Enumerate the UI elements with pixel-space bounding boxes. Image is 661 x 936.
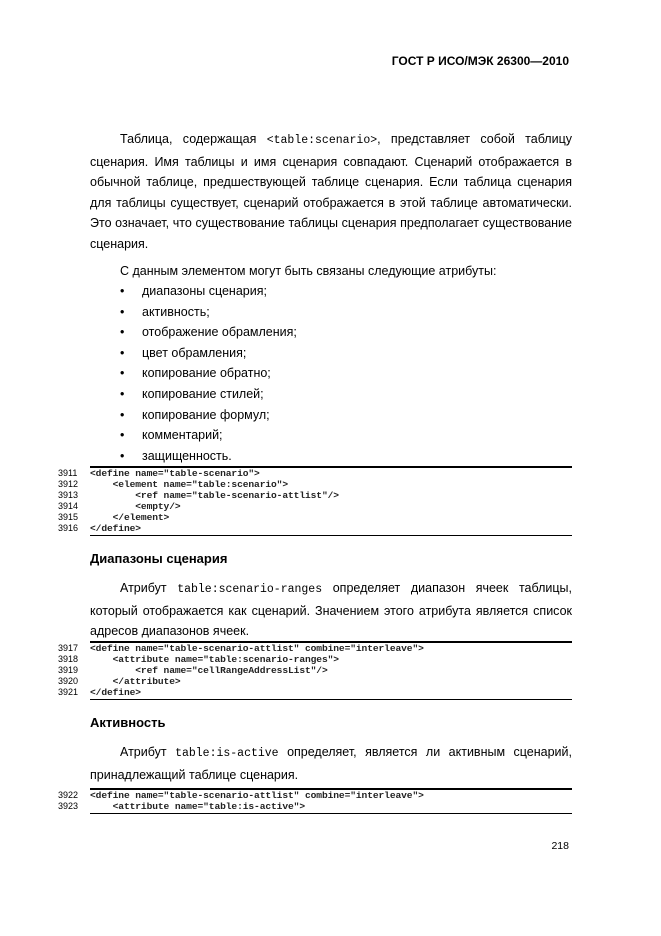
page-number: 218 <box>551 840 569 852</box>
list-item: • активность; <box>90 302 297 323</box>
active-paragraph: Атрибут table:is-active определяет, является ли активным сценарий, принадлежащий таблице сценария. <box>90 745 572 782</box>
section-heading-active: Активность <box>90 715 166 730</box>
bullet-icon: • <box>120 386 125 401</box>
code-line: 3919 <ref name="cellRangeAddressList"/> <box>58 665 328 676</box>
code-line: 3918 <attribute name="table:scenario-ranges"> <box>58 654 339 665</box>
code-line: 3914 <empty/> <box>58 501 181 512</box>
code-line: 3922 <define name="table-scenario-attlist" combine="interleave"> <box>58 790 424 801</box>
code-line: 3911 <define name="table-scenario"> <box>58 468 260 479</box>
bullet-icon: • <box>120 428 125 443</box>
intro-text-post: , представляет собой таблицу сценария. Имя таблицы и имя сценария совпадают. Сценарий отображается в обычной таблице, предшествующей таблице сценария. Если таблица сценария для таблицы существует, сценарий отображается в этой таблице автоматически. Это означает, что существование таблицы сценария предполагает существование сценария. <box>90 132 572 251</box>
list-item: • отображение обрамления; <box>90 322 297 343</box>
code-rule-bottom <box>90 813 572 814</box>
attribute-list <box>90 281 297 466</box>
attributes-intro-text: С данным элементом могут быть связаны следующие атрибуты: <box>120 264 497 278</box>
code-listing-1 <box>58 466 572 536</box>
code-listing-3 <box>58 788 572 814</box>
bullet-icon: • <box>120 407 125 422</box>
code-rule-bottom <box>90 535 572 536</box>
list-item: • копирование обратно; <box>90 363 297 384</box>
list-item: • диапазоны сценария; <box>90 281 297 302</box>
bullet-icon: • <box>120 366 125 381</box>
code-rule-bottom <box>90 699 572 700</box>
code-line: 3920 </attribute> <box>58 676 181 687</box>
active-code: table:is-active <box>175 747 279 760</box>
attributes-intro <box>90 261 572 282</box>
section-heading-ranges: Диапазоны сценария <box>90 551 228 566</box>
bullet-icon: • <box>120 345 125 360</box>
code-line: 3915 </element> <box>58 512 170 523</box>
code-listing-2 <box>58 641 572 700</box>
bullet-icon: • <box>120 304 125 319</box>
bullet-icon: • <box>120 325 125 340</box>
code-line: 3917 <define name="table-scenario-attlist" combine="interleave"> <box>58 643 424 654</box>
bullet-icon: • <box>120 448 125 463</box>
code-line: 3912 <element name="table:scenario"> <box>58 479 289 490</box>
ranges-code: table:scenario-ranges <box>177 583 323 596</box>
code-line: 3921 </define> <box>58 687 141 698</box>
intro-text-pre: Таблица, содержащая <box>120 132 267 146</box>
code-line: 3923 <attribute name="table:is-active"> <box>58 801 305 812</box>
list-item: • комментарий; <box>90 425 297 446</box>
list-item: • копирование формул; <box>90 405 297 426</box>
bullet-icon: • <box>120 284 125 298</box>
list-item: • копирование стилей; <box>90 384 297 405</box>
list-item: • цвет обрамления; <box>90 343 297 364</box>
code-line: 3916 </define> <box>58 523 141 534</box>
ranges-paragraph: Атрибут table:scenario-ranges определяет диапазон ячеек таблицы, который отображается как сценарий. Значением этого атрибута является список адресов диапазонов ячеек. <box>90 581 572 639</box>
list-item: • защищенность. <box>90 446 297 467</box>
document-header: ГОСТ Р ИСО/МЭК 26300—2010 <box>391 54 569 68</box>
intro-code: <table:scenario> <box>266 134 378 147</box>
intro-paragraph <box>90 129 572 255</box>
code-line: 3913 <ref name="table-scenario-attlist"/> <box>58 490 339 501</box>
